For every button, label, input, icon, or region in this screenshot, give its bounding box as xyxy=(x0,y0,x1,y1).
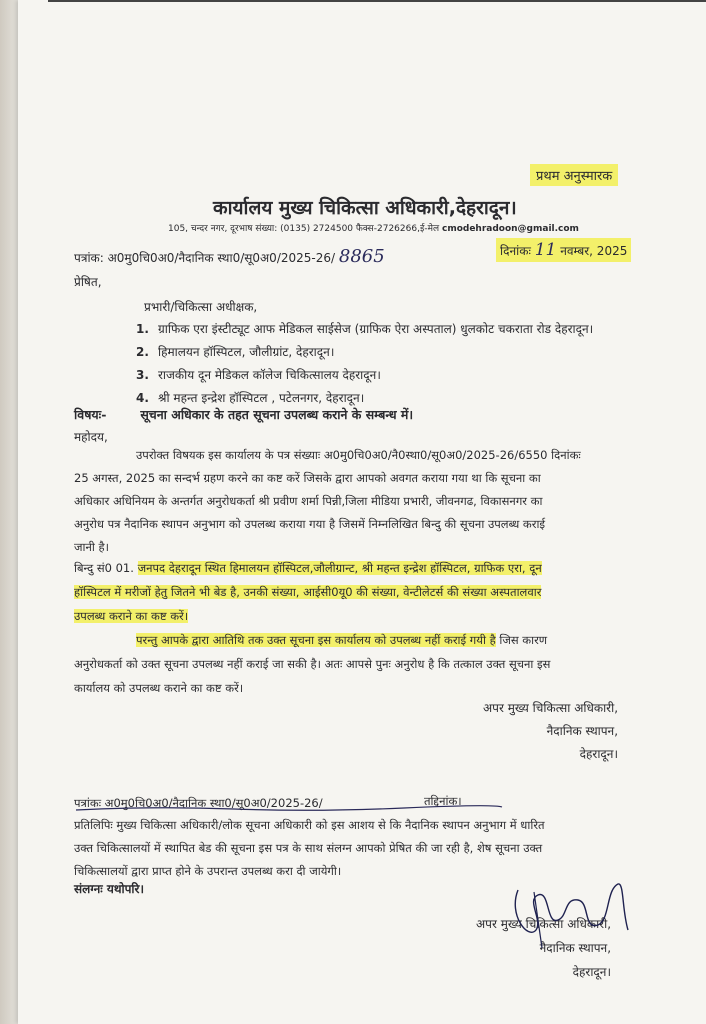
address-text: 105, चन्दर नगर, दूरभाष संख्या: (0135) 2724500 फैक्स-2726266,ई-मेल xyxy=(168,224,440,234)
recipient-item: 4. श्री महन्त इन्द्रेश हॉस्पिटल , पटेलनगर, देहरादून। xyxy=(136,391,365,405)
paragraph-line: अनुरोध पत्र नैदानिक स्थापन अनुभाग को उपलब्ध कराया गया है जिसमें निम्नलिखित बिन्दु की सूचना उपलब्ध कराई xyxy=(74,517,546,531)
pen-strike-line xyxy=(74,804,504,814)
letter-page xyxy=(18,0,706,1024)
signature-place: देहरादून। xyxy=(579,747,619,761)
point-line: उपलब्ध कराने का कष्ट करें। xyxy=(74,609,189,623)
copy-line: प्रतिलिपिः मुख्य चिकित्सा अधिकारी/लोक सूचना अधिकारी को इस आशय से कि नैदानिक स्थापन अनुभाग में धारित xyxy=(74,818,545,832)
date-label: दिनांकः xyxy=(500,244,531,258)
ref-number: पत्रांक: अ0मु0चि0अ0/नैदानिक स्था0/सू0अ0/2025-26/ xyxy=(74,251,336,265)
recipient-item: 3. राजकीय दून मेडिकल कॉलेज चिकित्सालय देहरादून। xyxy=(136,368,381,382)
paragraph-line: अनुरोधकर्ता को उक्त सूचना उपलब्ध नहीं कराई जा सकी है। अतः आपसे पुनः अनुरोध है कि तत्काल उक्त सूचना इस xyxy=(74,657,551,671)
signature-department: नैदानिक स्थापन, xyxy=(546,724,619,738)
point-01 xyxy=(74,556,654,628)
paragraph-line: कार्यालय को उपलब्ध कराने का कष्ट करें। xyxy=(74,681,244,695)
salutation: महोदय, xyxy=(74,430,108,444)
address-line xyxy=(168,221,579,234)
subject-line xyxy=(74,406,413,423)
handwritten-signature xyxy=(498,870,638,950)
recipient-list xyxy=(136,318,593,410)
ref-line xyxy=(74,246,385,267)
paragraph-line: अधिकार अधिनियम के अन्तर्गत अनुरोधकर्ता श्री प्रवीण शर्मा पिन्नी,जिला मीडिया प्रभारी, जीवनगढ, विकासनगर का xyxy=(74,494,543,508)
subject-label: विषयः- xyxy=(74,407,107,422)
ref-handwritten-number: 8865 xyxy=(338,246,385,267)
date-line xyxy=(496,238,631,262)
recipient-item: 2. हिमालयन हॉस्पिटल, जौलीग्रांट, देहरादून। xyxy=(136,345,335,359)
copy-line: चिकित्सालयों द्वारा प्राप्त होने के उपरान्त उपलब्ध करा दी जायेगी। xyxy=(74,864,342,878)
signature-place: देहरादून। xyxy=(572,965,612,979)
point-prefix: बिन्दु सं0 01. xyxy=(74,561,134,575)
date-month-year: नवम्बर, 2025 xyxy=(560,244,628,258)
paragraph-line: 25 अगस्त, 2025 का सन्दर्भ ग्रहण करने का कष्ट करें जिसके द्वारा आपको अवगत कराया गया था कि सूचना का xyxy=(74,471,541,485)
office-title: कार्यालय मुख्य चिकित्सा अधिकारी,देहरादून। xyxy=(213,197,517,219)
email-address: cmodehradoon@gmail.com xyxy=(441,224,579,234)
paragraph-line: उपरोक्त विषयक इस कार्यालय के पत्र संख्याः अ0मु0चि0अ0/नै0स्था0/सू0अ0/2025-26/6550 दिनांकः xyxy=(136,448,581,462)
signature-department: नैदानिक स्थापन, xyxy=(539,941,612,955)
ref-number-2: पत्रांकः अ0मु0चि0अ0/नैदानिक स्था0/सू0अ0/2025-26/ xyxy=(74,796,323,810)
subject-text: सूचना अधिकार के तहत सूचना उपलब्ध कराने के सम्बन्ध में। xyxy=(140,407,414,422)
point-line: बिन्दु सं0 01. जनपद देहरादून स्थित हिमालयन हॉस्पिटल,जौलीग्रान्ट, श्री महन्त इन्द्रेश हॉस्पिटल, ग्राफिक एरा, दून xyxy=(74,561,542,575)
point-line: हॉस्पिटल में मरीजों हेतु जितने भी बेड है, उनकी संख्या, आईसी0यू0 की संख्या, वेन्टीलेटर्स की संख्या अस्पतालवार xyxy=(74,585,542,599)
paragraph-2 xyxy=(74,628,654,700)
signature-designation: अपर मुख्य चिकित्सा अधिकारी, xyxy=(476,917,612,931)
copy-line: उक्त चिकित्सालयों में स्थापित बेड की सूचना इस पत्र के साथ संलग्न आपको प्रेषित की जा रही है, शेष सूचना उक्त xyxy=(74,841,543,855)
recipient-item: 1. ग्राफिक एरा इंस्टीट्यूट आफ मेडिकल साईसेज (ग्राफिक ऐरा अस्पताल) धुलकोट चकराता रोड देहरादून। xyxy=(136,322,594,336)
reminder-label: प्रथम अनुस्मारक xyxy=(530,164,618,186)
signature-block-1 xyxy=(483,697,618,766)
sent-to-label: प्रेषित, xyxy=(74,275,102,289)
enclosure-label: संलग्नः यथोपरि। xyxy=(74,882,144,896)
signature-designation: अपर मुख्य चिकित्सा अधिकारी, xyxy=(483,701,619,715)
recipient-header: प्रभारी/चिकित्सा अधीक्षक, xyxy=(144,300,258,314)
date-handwritten-day: 11 xyxy=(534,240,557,260)
ref-date-2: तद्दिनांक। xyxy=(424,794,462,808)
paragraph-line: जानी है। xyxy=(74,540,109,554)
paragraph-1 xyxy=(74,444,654,559)
paragraph-line: परन्तु आपके द्वारा आतिथि तक उक्त सूचना इस कार्यालय को उपलब्ध नहीं कराई गयी है जिस कारण xyxy=(136,633,548,647)
